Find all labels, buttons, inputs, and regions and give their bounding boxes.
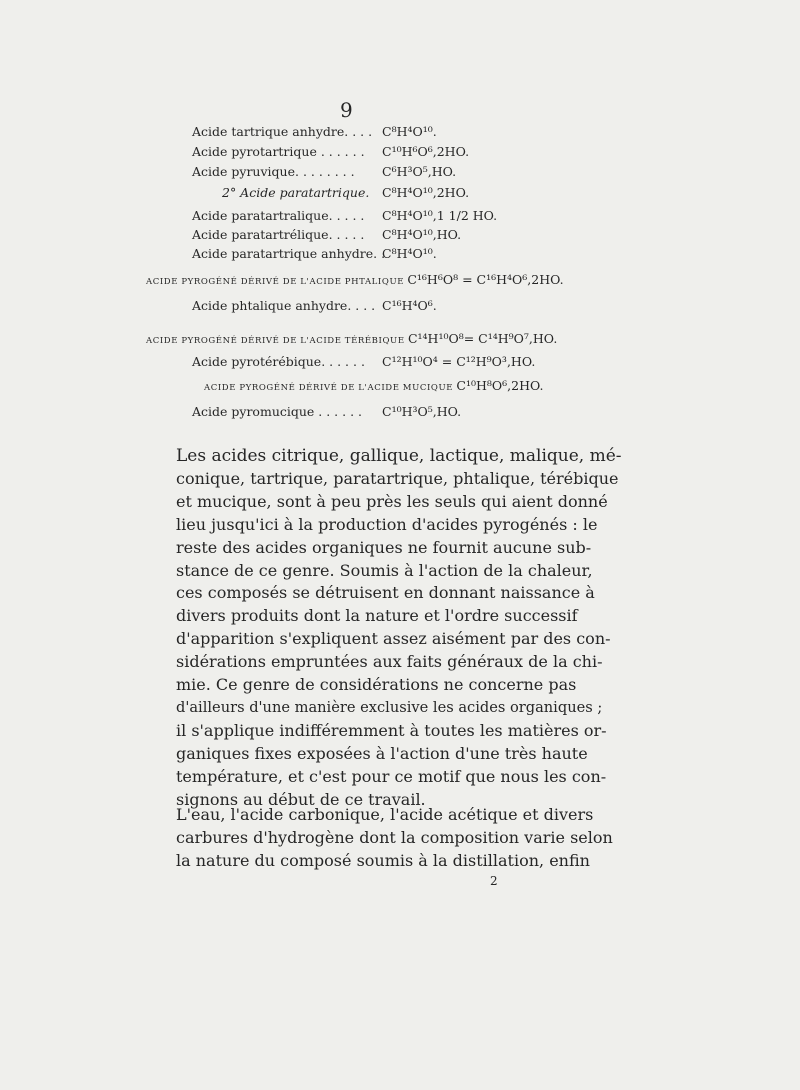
acid-name: Acide paratartrique anhydre. . — [192, 246, 386, 261]
acid-formula: C⁸H⁴O¹⁰,1 1/2 HO. — [382, 208, 498, 223]
heading-acide-terebique — [146, 331, 557, 346]
heading-formula: C¹⁰H⁸O⁶,2HO. — [456, 378, 544, 393]
acid-name: Acide paratartrélique. . . . . — [192, 227, 365, 242]
text-line: divers produits dont la nature et l'ordre successif — [176, 606, 578, 626]
acid-name: Acide pyromucique . . . . . . — [192, 404, 362, 419]
section-title: 2° Acide paratartrique. — [222, 185, 370, 200]
section-formula: C⁸H⁴O¹⁰,2HO. — [382, 185, 470, 200]
acid-name: Acide phtalique anhydre. . . . — [192, 298, 376, 313]
signature-mark: 2 — [490, 874, 498, 888]
acid-name: Acide pyrotartrique . . . . . . — [192, 144, 365, 159]
heading-formula: C¹⁶H⁶O⁸ = C¹⁶H⁴O⁶,2HO. — [407, 272, 564, 287]
text-line: la nature du composé soumis à la distillation, enfin — [176, 850, 590, 870]
acid-name: Acide pyrotérébique. . . . . . — [192, 354, 365, 369]
acid-formula: C⁸H⁴O¹⁰. — [382, 246, 437, 261]
acid-formula: C⁸H⁴O¹⁰,HO. — [382, 227, 462, 242]
heading-text: ACIDE PYROGÉNÉ DÉRIVÉ DE L'ACIDE MUCIQUE — [204, 383, 454, 393]
text-line: sidérations empruntées aux faits généraux de la chi- — [176, 652, 603, 672]
heading-acide-mucique — [204, 378, 543, 393]
text-line: conique, tartrique, paratartrique, phtalique, térébique — [176, 468, 619, 488]
heading-text: ACIDE PYROGÉNÉ DÉRIVÉ DE L'ACIDE TÉRÉBIQUE — [146, 336, 405, 346]
acid-formula: C¹⁰H³O⁵,HO. — [382, 404, 462, 419]
acid-name: Acide paratartralique. . . . . — [192, 208, 365, 223]
body-paragraph-2 — [176, 804, 613, 873]
text-line: lieu jusqu'ici à la production d'acides pyrogénés : le — [176, 514, 598, 534]
heading-acide-phtalique — [146, 272, 564, 287]
acid-formula: C¹²H¹⁰O⁴ = C¹²H⁹O³,HO. — [382, 354, 536, 369]
acid-formula: C¹⁶H⁴O⁶. — [382, 298, 437, 313]
acid-formula: C¹⁰H⁶O⁶,2HO. — [382, 144, 470, 159]
text-line: température, et c'est pour ce motif que nous les con- — [176, 766, 607, 786]
text-line: et mucique, sont à peu près les seuls qui aient donné — [176, 491, 608, 511]
text-line: il s'applique indifféremment à toutes les matières or- — [176, 720, 607, 740]
heading-formula: C¹⁴H¹⁰O⁸= C¹⁴H⁹O⁷,HO. — [407, 331, 558, 346]
text-line: ganiques fixes exposées à l'action d'une très haute — [176, 743, 588, 763]
acid-name: Acide tartrique anhydre. . . . — [192, 124, 373, 139]
acid-name: Acide pyruvique. . . . . . . . — [192, 164, 355, 179]
text-line: carbures d'hydrogène dont la composition varie selon — [176, 827, 613, 847]
text-line: signons au début de ce travail. — [176, 789, 426, 809]
text-line: reste des acides organiques ne fournit aucune sub- — [176, 537, 592, 557]
text-line: Les acides citrique, gallique, lactique, malique, mé- — [176, 446, 622, 466]
text-line: d'ailleurs d'une manière exclusive les acides organiques ; — [176, 698, 603, 716]
text-line: stance de ce genre. Soumis à l'action de la chaleur, — [176, 560, 593, 580]
text-line: ces composés se détruisent en donnant naissance à — [176, 583, 595, 603]
acid-formula: C⁸H⁴O¹⁰. — [382, 124, 437, 139]
text-line: L'eau, l'acide carbonique, l'acide acétique et divers — [176, 805, 594, 824]
heading-text: ACIDE PYROGÉNÉ DÉRIVÉ DE L'ACIDE PHTALIQUE — [146, 277, 405, 287]
body-paragraph-1 — [176, 445, 622, 812]
text-line: mie. Ce genre de considérations ne concerne pas — [176, 675, 577, 695]
text-line: d'apparition s'expliquent assez aisément par des con- — [176, 629, 611, 649]
page-number: 9 — [340, 98, 353, 122]
acid-formula: C⁶H³O⁵,HO. — [382, 164, 457, 179]
